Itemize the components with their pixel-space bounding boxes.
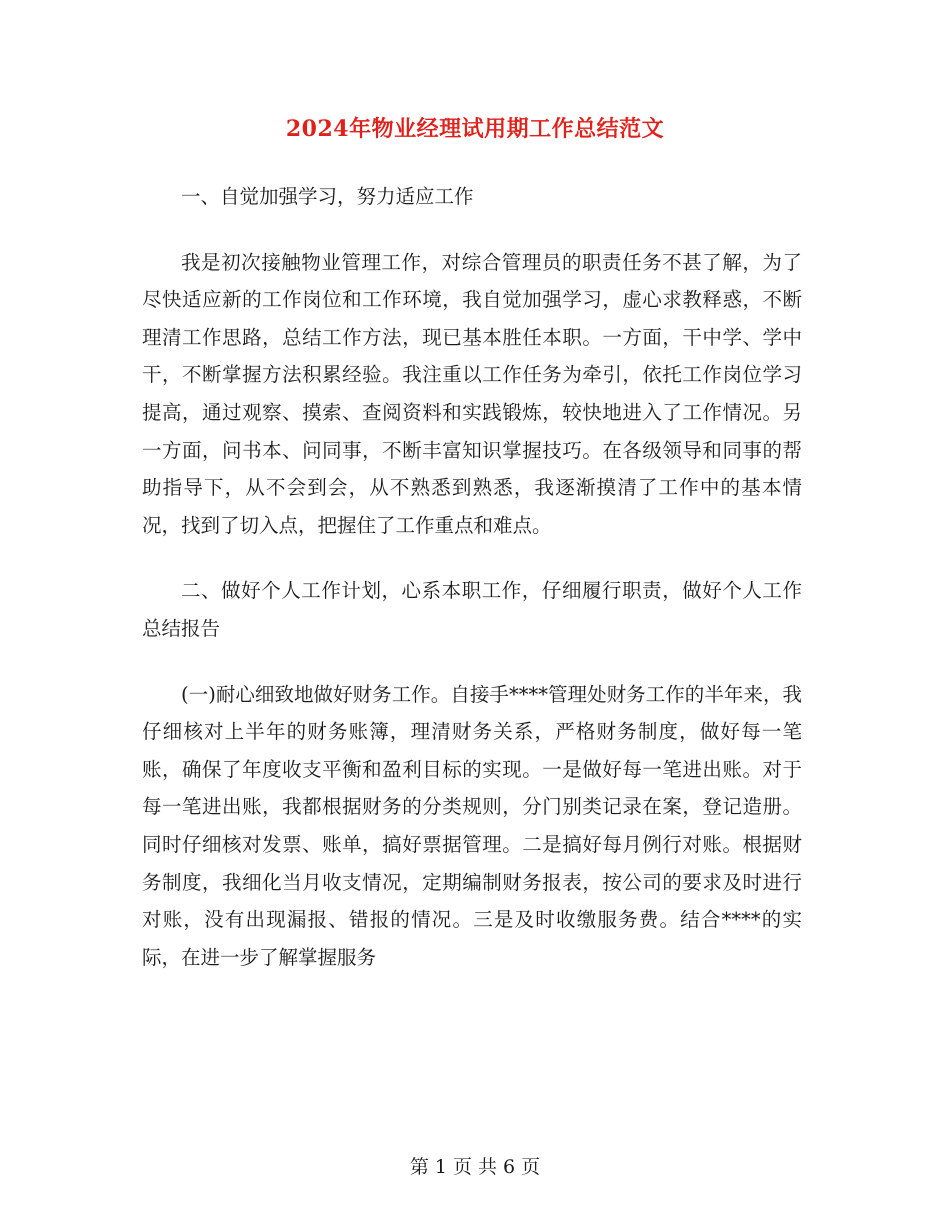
document-title: 2024年物业经理试用期工作总结范文 — [285, 116, 665, 142]
paragraph-2: (一)耐心细致地做好财务工作。自接手****管理处财务工作的半年来，我仔细核对上半年的财务账簿，理清财务关系，严格财务制度，做好每一笔账，确保了年度收支平衡和盈利目标的实现。一是做好每一笔进出账。对于每一笔进出账，我都根据财务的分类规则，分门别类记录在案，登记造册。同时仔细核对发票、账单，搞好票据管理。二是搞好每月例行对账。根据财务制度，我细化当月收支情况，定期编制财务报表，按公司的要求及时进行对账，没有出现漏报、错报的情况。三是及时收缴服务费。结合****的实际，在进一步了解掌握服务 — [142, 682, 802, 969]
section-heading-2: 二、做好个人工作计划，心系本职工作，仔细履行职责，做好个人工作总结报告 — [142, 579, 802, 640]
section-heading-1: 一、自觉加强学习，努力适应工作 — [181, 185, 474, 208]
paragraph-1: 我是初次接触物业管理工作，对综合管理员的职责任务不甚了解，为了尽快适应新的工作岗位和工作环境，我自觉加强学习，虚心求教释惑，不断理清工作思路，总结工作方法，现已基本胜任本职。一方面，干中学、学中干，不断掌握方法积累经验。我注重以工作任务为牵引，依托工作岗位学习提高，通过观察、摸索、查阅资料和实践锻炼，较快地进入了工作情况。另一方面，问书本、问同事，不断丰富知识掌握技巧。在各级领导和同事的帮助指导下，从不会到会，从不熟悉到熟悉，我逐渐摸清了工作中的基本情况，找到了切入点，把握住了工作重点和难点。 — [142, 250, 802, 537]
page-number: 第 1 页 共 6 页 — [409, 1156, 541, 1178]
document-body — [142, 178, 802, 976]
